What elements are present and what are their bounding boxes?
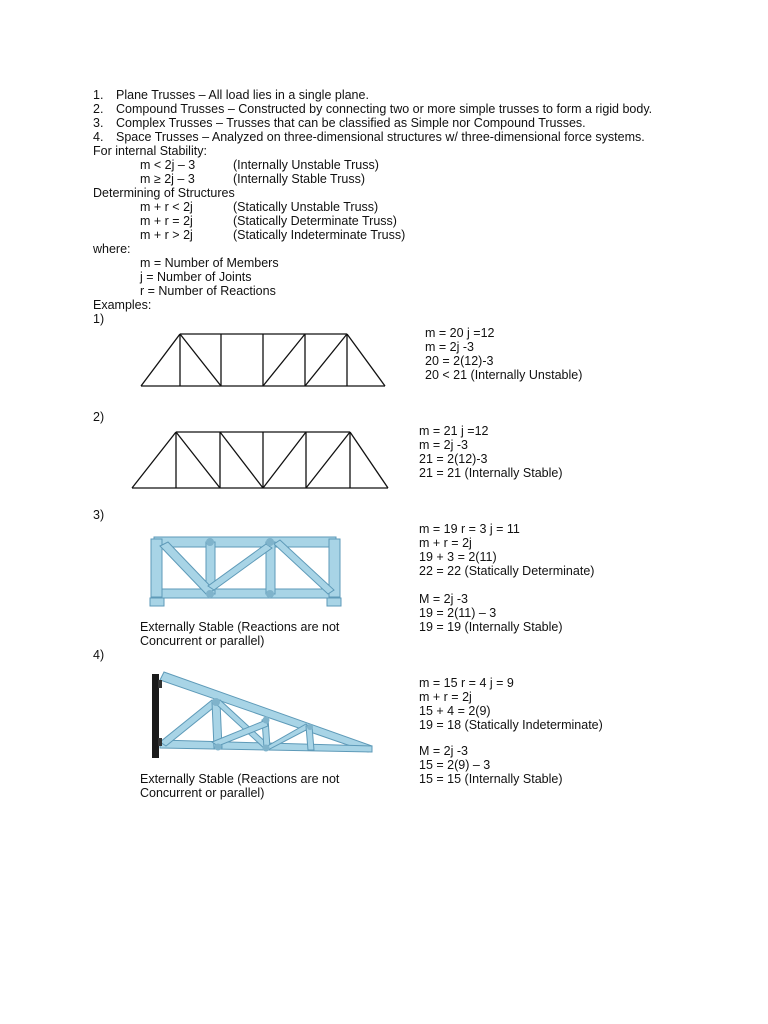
condition-desc: (Internally Stable Truss)	[233, 172, 365, 186]
list-item: Compound Trusses – Constructed by connecting two or more simple trusses to form a rigid body.	[116, 102, 653, 116]
calc-line: 20 < 21 (Internally Unstable)	[425, 368, 583, 382]
calc-line: m + r = 2j	[419, 536, 472, 550]
calc-line: 20 = 2(12)-3	[425, 354, 494, 368]
condition: m ≥ 2j – 3	[140, 172, 195, 186]
list-item: Complex Trusses – Trusses that can be classified as Simple nor Compound Trusses.	[116, 116, 586, 130]
example-label: 1)	[93, 312, 105, 326]
definition: m = Number of Members	[140, 256, 279, 270]
list-number: 4.	[93, 130, 104, 144]
calc-line: 21 = 2(12)-3	[419, 452, 488, 466]
calc-line: 15 = 15 (Internally Stable)	[419, 772, 563, 786]
section-heading: For internal Stability:	[93, 144, 207, 158]
condition: m < 2j – 3	[140, 158, 196, 172]
condition-desc: (Statically Determinate Truss)	[233, 214, 397, 228]
caption: Concurrent or parallel)	[140, 634, 265, 648]
condition-desc: (Internally Unstable Truss)	[233, 158, 379, 172]
calc-line: 15 = 2(9) – 3	[419, 758, 491, 772]
example-label: 4)	[93, 648, 105, 662]
condition: m + r > 2j	[140, 228, 193, 242]
definition: j = Number of Joints	[140, 270, 252, 284]
list-number: 2.	[93, 102, 104, 116]
calc-line: 19 + 3 = 2(11)	[419, 550, 497, 564]
calc-line: M = 2j -3	[419, 744, 468, 758]
calc-line: m = 21 j =12	[419, 424, 489, 438]
condition-desc: (Statically Unstable Truss)	[233, 200, 379, 214]
caption: Externally Stable (Reactions are not	[140, 620, 340, 634]
calc-line: 19 = 2(11) – 3	[419, 606, 497, 620]
calc-line: 19 = 18 (Statically Indeterminate)	[419, 718, 603, 732]
definition: r = Number of Reactions	[140, 284, 276, 298]
calc-line: m + r = 2j	[419, 690, 472, 704]
calc-line: 15 + 4 = 2(9)	[419, 704, 491, 718]
calc-line: 21 = 21 (Internally Stable)	[419, 466, 563, 480]
condition: m + r = 2j	[140, 214, 193, 228]
calc-line: 19 = 19 (Internally Stable)	[419, 620, 563, 634]
calc-line: m = 15 r = 4 j = 9	[419, 676, 514, 690]
truss-diagram-1	[135, 330, 390, 390]
caption: Externally Stable (Reactions are not	[140, 772, 340, 786]
calc-line: m = 2j -3	[419, 438, 468, 452]
section-heading: Determining of Structures	[93, 186, 235, 200]
calc-line: m = 2j -3	[425, 340, 474, 354]
truss-diagram-3	[148, 534, 344, 612]
calc-line: 22 = 22 (Statically Determinate)	[419, 564, 595, 578]
list-item: Space Trusses – Analyzed on three-dimensional structures w/ three-dimensional force systems.	[116, 130, 645, 144]
example-label: 2)	[93, 410, 105, 424]
condition-desc: (Statically Indeterminate Truss)	[233, 228, 406, 242]
calc-line: m = 19 r = 3 j = 11	[419, 522, 520, 536]
section-heading: Examples:	[93, 298, 152, 312]
list-number: 3.	[93, 116, 104, 130]
truss-diagram-4	[150, 670, 376, 762]
section-heading: where:	[93, 242, 131, 256]
calc-line: m = 20 j =12	[425, 326, 495, 340]
caption: Concurrent or parallel)	[140, 786, 265, 800]
calc-line: M = 2j -3	[419, 592, 468, 606]
list-item: Plane Trusses – All load lies in a single plane.	[116, 88, 369, 102]
example-label: 3)	[93, 508, 105, 522]
truss-diagram-2	[128, 428, 393, 493]
condition: m + r < 2j	[140, 200, 193, 214]
list-number: 1.	[93, 88, 104, 102]
